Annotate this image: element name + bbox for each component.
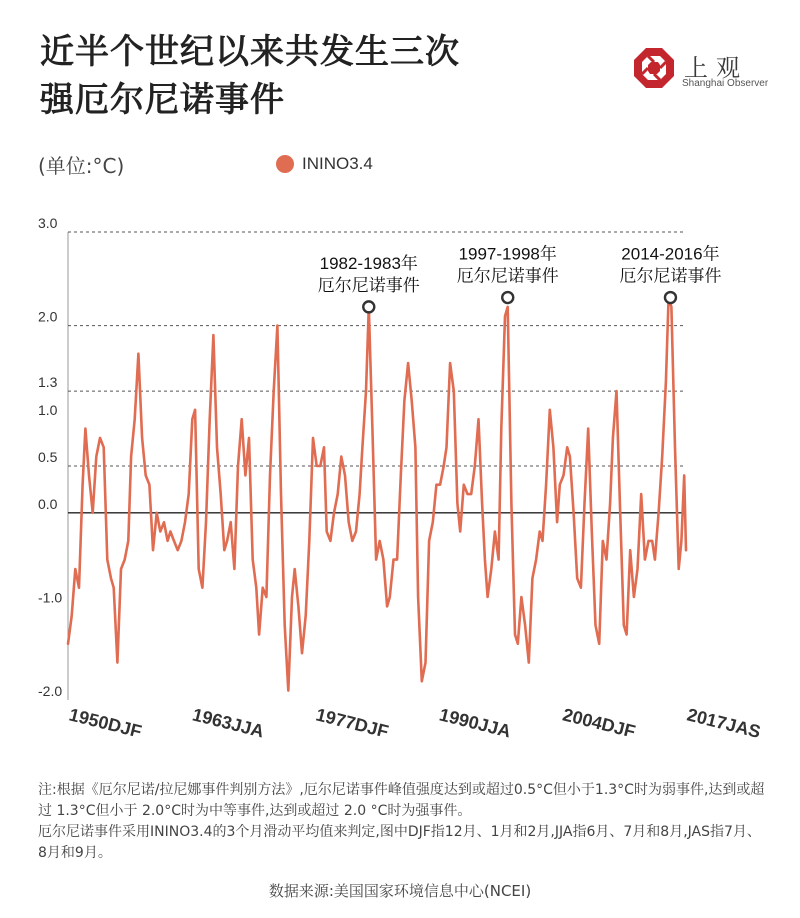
footnote-line-1: 注:根据《厄尔尼诺/拉尼娜事件判别方法》,厄尔尼诺事件峰值强度达到或超过0.5°C但小于1.3°C时为弱事件,达到或超过 1.3°C但小于 2.0°C时为中等事件,达到或超过 2.0 °C时为强事件。 — [38, 782, 765, 819]
peak-marker — [363, 301, 374, 312]
y-tick-label: 0.5 — [38, 449, 58, 465]
footnote — [38, 780, 768, 864]
annotation-event: 厄尔尼诺事件 — [317, 275, 420, 296]
y-tick-label: 1.3 — [38, 374, 58, 391]
x-tick-label: 2017JAS — [685, 704, 763, 743]
annotation-years: 1997-1998年 — [458, 244, 557, 264]
x-tick-label: 1977DJF — [313, 704, 391, 742]
data-source: 数据来源:美国国家环境信息中心(NCEI) — [268, 882, 532, 900]
x-tick-label: 1990JJA — [437, 704, 514, 742]
logo-text: 上观 — [684, 54, 748, 82]
footnote-line-2: 厄尔尼诺事件采用ININO3.4的3个月滑动平均值来判定,图中DJF指12月、1月和2月,JJA指6月、7月和8月,JAS指7月、8月和9月。 — [38, 824, 761, 861]
x-tick-label: 2004DJF — [560, 704, 638, 742]
title-line-1: 近半个世纪以来共发生三次 — [40, 32, 460, 72]
x-tick-label: 1950DJF — [67, 704, 144, 742]
annotation-years: 2014-2016年 — [621, 244, 720, 264]
y-tick-label: 0.0 — [38, 495, 58, 512]
title-line-2: 强厄尔尼诺事件 — [40, 80, 285, 120]
y-tick-label: -1.0 — [38, 589, 63, 606]
unit-label: (单位:°C) — [38, 154, 125, 178]
peak-marker — [665, 292, 676, 303]
y-tick-label: -2.0 — [38, 683, 63, 699]
logo-subtext: Shanghai Observer — [682, 78, 769, 89]
y-tick-label: 3.0 — [38, 215, 58, 231]
annotation-event: 厄尔尼诺事件 — [619, 266, 722, 287]
annotation-years: 1982-1983年 — [319, 253, 418, 273]
peak-marker — [502, 292, 513, 303]
legend-label: ININO3.4 — [302, 154, 373, 173]
x-tick-label: 1963JJA — [190, 704, 267, 742]
y-tick-label: 2.0 — [38, 308, 58, 325]
annotation-event: 厄尔尼诺事件 — [456, 266, 559, 287]
series-line-inino34 — [68, 298, 686, 691]
y-tick-label: 1.0 — [38, 402, 58, 419]
